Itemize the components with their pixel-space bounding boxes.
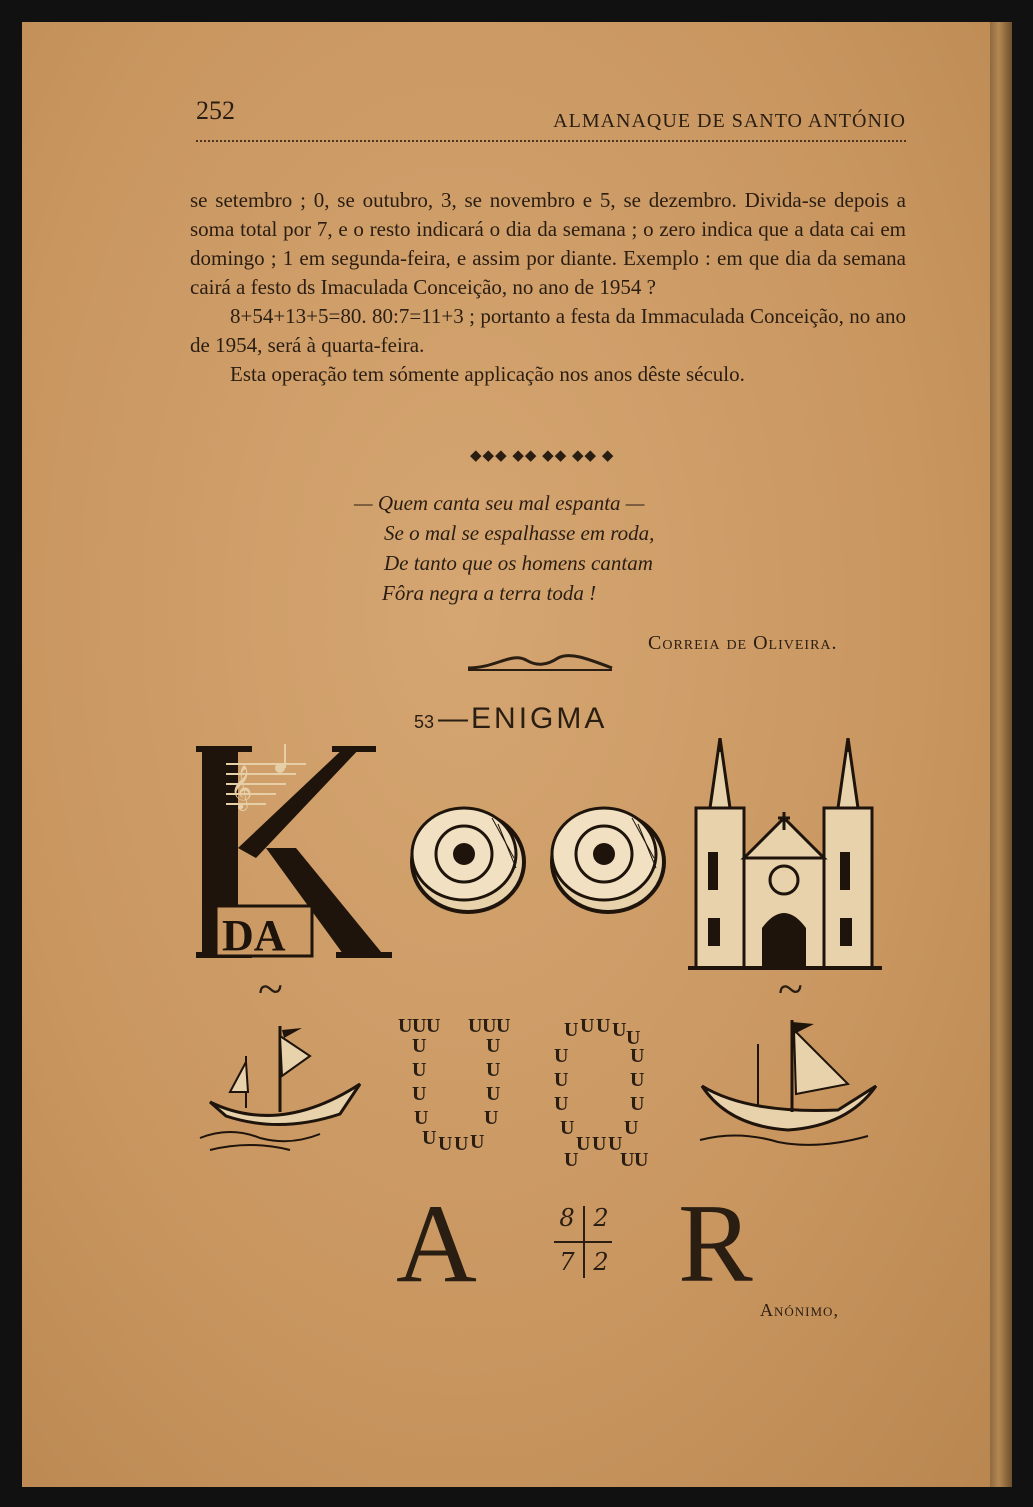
u-letter: U <box>454 1133 469 1155</box>
letter-k-inset-text: DA <box>222 911 286 960</box>
ornament-divider: ◆◆◆ ◆◆ ◆◆ ◆◆ ◆ <box>470 448 615 464</box>
u-letter: U <box>620 1149 635 1171</box>
u-letter: U <box>554 1093 569 1115</box>
fraction-horizontal-line <box>554 1241 612 1243</box>
poem-line: De tanto que os homens cantam <box>384 551 653 575</box>
fraction-bottom-right: 2 <box>593 1248 609 1276</box>
page-edge <box>990 22 1012 1487</box>
enigma-letter-a: A <box>396 1182 477 1306</box>
u-letter: U <box>596 1015 611 1037</box>
paragraph-3: Esta operação tem sómente applicação nos anos dêste século. <box>230 362 745 386</box>
u-letter: U <box>564 1019 579 1041</box>
body-text <box>190 186 906 389</box>
enigma-label: —ENIGMA <box>438 702 608 735</box>
poem <box>354 488 654 608</box>
fraction-bottom-left: 7 <box>559 1248 575 1276</box>
enigma-signature: Anónimo, <box>760 1300 839 1320</box>
u-letter: U <box>468 1015 483 1037</box>
tilde-mark-right: ~ <box>778 963 803 1014</box>
u-letter: U <box>612 1019 627 1041</box>
u-letter: U <box>398 1015 413 1037</box>
two-discs-illustration <box>406 798 668 916</box>
fraction-top-right: 2 <box>593 1204 609 1232</box>
tilde-mark-left: ~ <box>258 963 283 1014</box>
u-letter: U <box>496 1015 511 1037</box>
running-title: ALMANAQUE DE SANTO ANTÓNIO <box>553 110 906 132</box>
u-letter: U <box>630 1093 645 1115</box>
u-letter: U <box>630 1069 645 1091</box>
enigma-number: 53 <box>414 712 435 732</box>
letter-k-illustration <box>196 738 396 966</box>
u-letter: U <box>470 1131 485 1153</box>
u-letter: U <box>486 1059 501 1081</box>
u-letter: U <box>608 1133 623 1155</box>
flourish-ornament <box>466 648 616 674</box>
u-letter: U <box>554 1045 569 1067</box>
u-letter: U <box>592 1133 607 1155</box>
paragraph-2: 8+54+13+5=80. 80:7=11+3 ; portanto a festa da Immaculada Conceição, no ano de 1954, será à quarta-feira. <box>190 304 906 357</box>
svg-text:𝄞: 𝄞 <box>230 765 253 809</box>
u-letter: U <box>630 1045 645 1067</box>
u-letter: U <box>560 1117 575 1139</box>
church-illustration <box>688 738 882 974</box>
u-letter: U <box>414 1107 429 1129</box>
poem-line: Fôra negra a terra toda ! <box>382 581 597 605</box>
paragraph-1: se setembro ; 0, se outubro, 3, se novembro e 5, se dezembro. Divida-se depois a soma total por 7, e o resto indicará o dia da semana ; o zero indica que a data cai em domingo ; 1 em segunda-feira, e assim por diante. Exemplo : em que dia da semana cairá a festo ds Imaculada Conceição, no ano de 1954 ? <box>190 188 906 299</box>
u-letter: U <box>580 1015 595 1037</box>
ship-left-illustration <box>190 1016 370 1156</box>
u-letter: U <box>412 1035 427 1057</box>
enigma-fraction <box>548 1200 624 1284</box>
u-letter: U <box>486 1083 501 1105</box>
page-number: 252 <box>196 96 235 125</box>
u-letter: U <box>634 1149 649 1171</box>
u-letter: U <box>554 1069 569 1091</box>
u-letter: U <box>626 1027 641 1049</box>
u-letter: U <box>624 1117 639 1139</box>
u-letter: U <box>486 1035 501 1057</box>
poem-line: — Quem canta seu mal espanta — <box>354 491 645 515</box>
poem-line: Se o mal se espalhasse em roda, <box>384 521 655 545</box>
u-letter: U <box>438 1133 453 1155</box>
u-letter: U <box>412 1059 427 1081</box>
u-letter: U <box>412 1083 427 1105</box>
enigma-letter-r: R <box>678 1182 753 1306</box>
u-letter: U <box>484 1107 499 1129</box>
u-letter: U <box>482 1015 497 1037</box>
ship-right-illustration <box>688 1014 884 1156</box>
u-letter: U <box>422 1127 437 1149</box>
fraction-top-left: 8 <box>559 1204 575 1232</box>
enigma-title <box>414 702 607 736</box>
u-letter: U <box>576 1133 591 1155</box>
poem-author: Correia de Oliveira. <box>648 632 838 654</box>
u-letter: U <box>426 1015 441 1037</box>
u-letter: U <box>412 1015 427 1037</box>
u-letter: U <box>564 1149 579 1171</box>
page-header <box>196 96 906 142</box>
